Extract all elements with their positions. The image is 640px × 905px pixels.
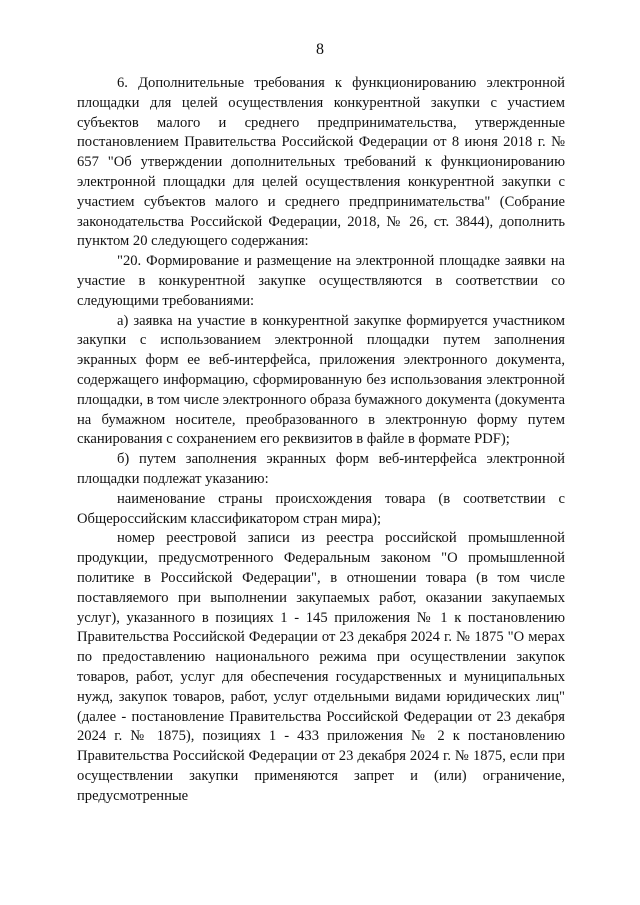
paragraph-country-of-origin: наименование страны происхождения товара (в соответствии с Общероссийским классификатором стран мира); (77, 490, 565, 527)
paragraph-subpoint-b: б) путем заполнения экранных форм веб-интерфейса электронной площадки подлежат указанию: (77, 451, 565, 487)
document-body (77, 74, 565, 806)
paragraph-subpoint-a: а) заявка на участие в конкурентной закупке формируется участником закупки с использованием электронной площадки путем заполнения экранных форм ее веб-интерфейса, приложения электронного документа, содержащего информацию, сформированную без использования электронной площадки, в том числе электронного образа бумажного документа (документа на бумажном носителе, преобразованного в электронную форму путем сканирования с сохранением его реквизитов в файле в формате PDF); (77, 312, 565, 448)
paragraph-item-6: 6. Дополнительные требования к функционированию электронной площадки для целей осуществления конкурентной закупки с участием субъектов малого и среднего предпринимательства, утвержденные постановлением Правительства Российской Федерации от 8 июня 2018 г. № 657 "Об утверждении дополнительных требований к функционированию электронной площадки для целей осуществления конкурентной закупки с участием субъектов малого и среднего предпринимательства" (Собрание законодательства Российской Федерации, 2018, № 26, ст. 3844), дополнить пунктом 20 следующего содержания: (77, 75, 565, 250)
paragraph-point-20: "20. Формирование и размещение на электронной площадке заявки на участие в конкурентной закупке осуществляются в соответствии со следующими требованиями: (77, 253, 565, 309)
paragraph-registry-number: номер реестровой записи из реестра российской промышленной продукции, предусмотренного Федеральным законом "О промышленной политике в Российской Федерации", в отношении товара (в том числе поставляемого при выполнении закупаемых работ, оказании закупаемых услуг), указанного в позициях 1 - 145 приложения № 1 к постановлению Правительства Российской Федерации от 23 декабря 2024 г. № 1875 "О мерах по предоставлению национального режима при осуществлении закупок товаров, работ, услуг для обеспечения государственных и муниципальных нужд, закупок товаров, работ, услуг отдельными видами юридических лиц" (далее - постановление Правительства Российской Федерации от 23 декабря 2024 г. № 1875), позициях 1 - 433 приложения № 2 к постановлению Правительства Российской Федерации от 23 декабря 2024 г. № 1875, если при осуществлении закупки применяются запрет и (или) ограничение, предусмотренные (77, 530, 565, 804)
page-number: 8 (316, 41, 324, 58)
